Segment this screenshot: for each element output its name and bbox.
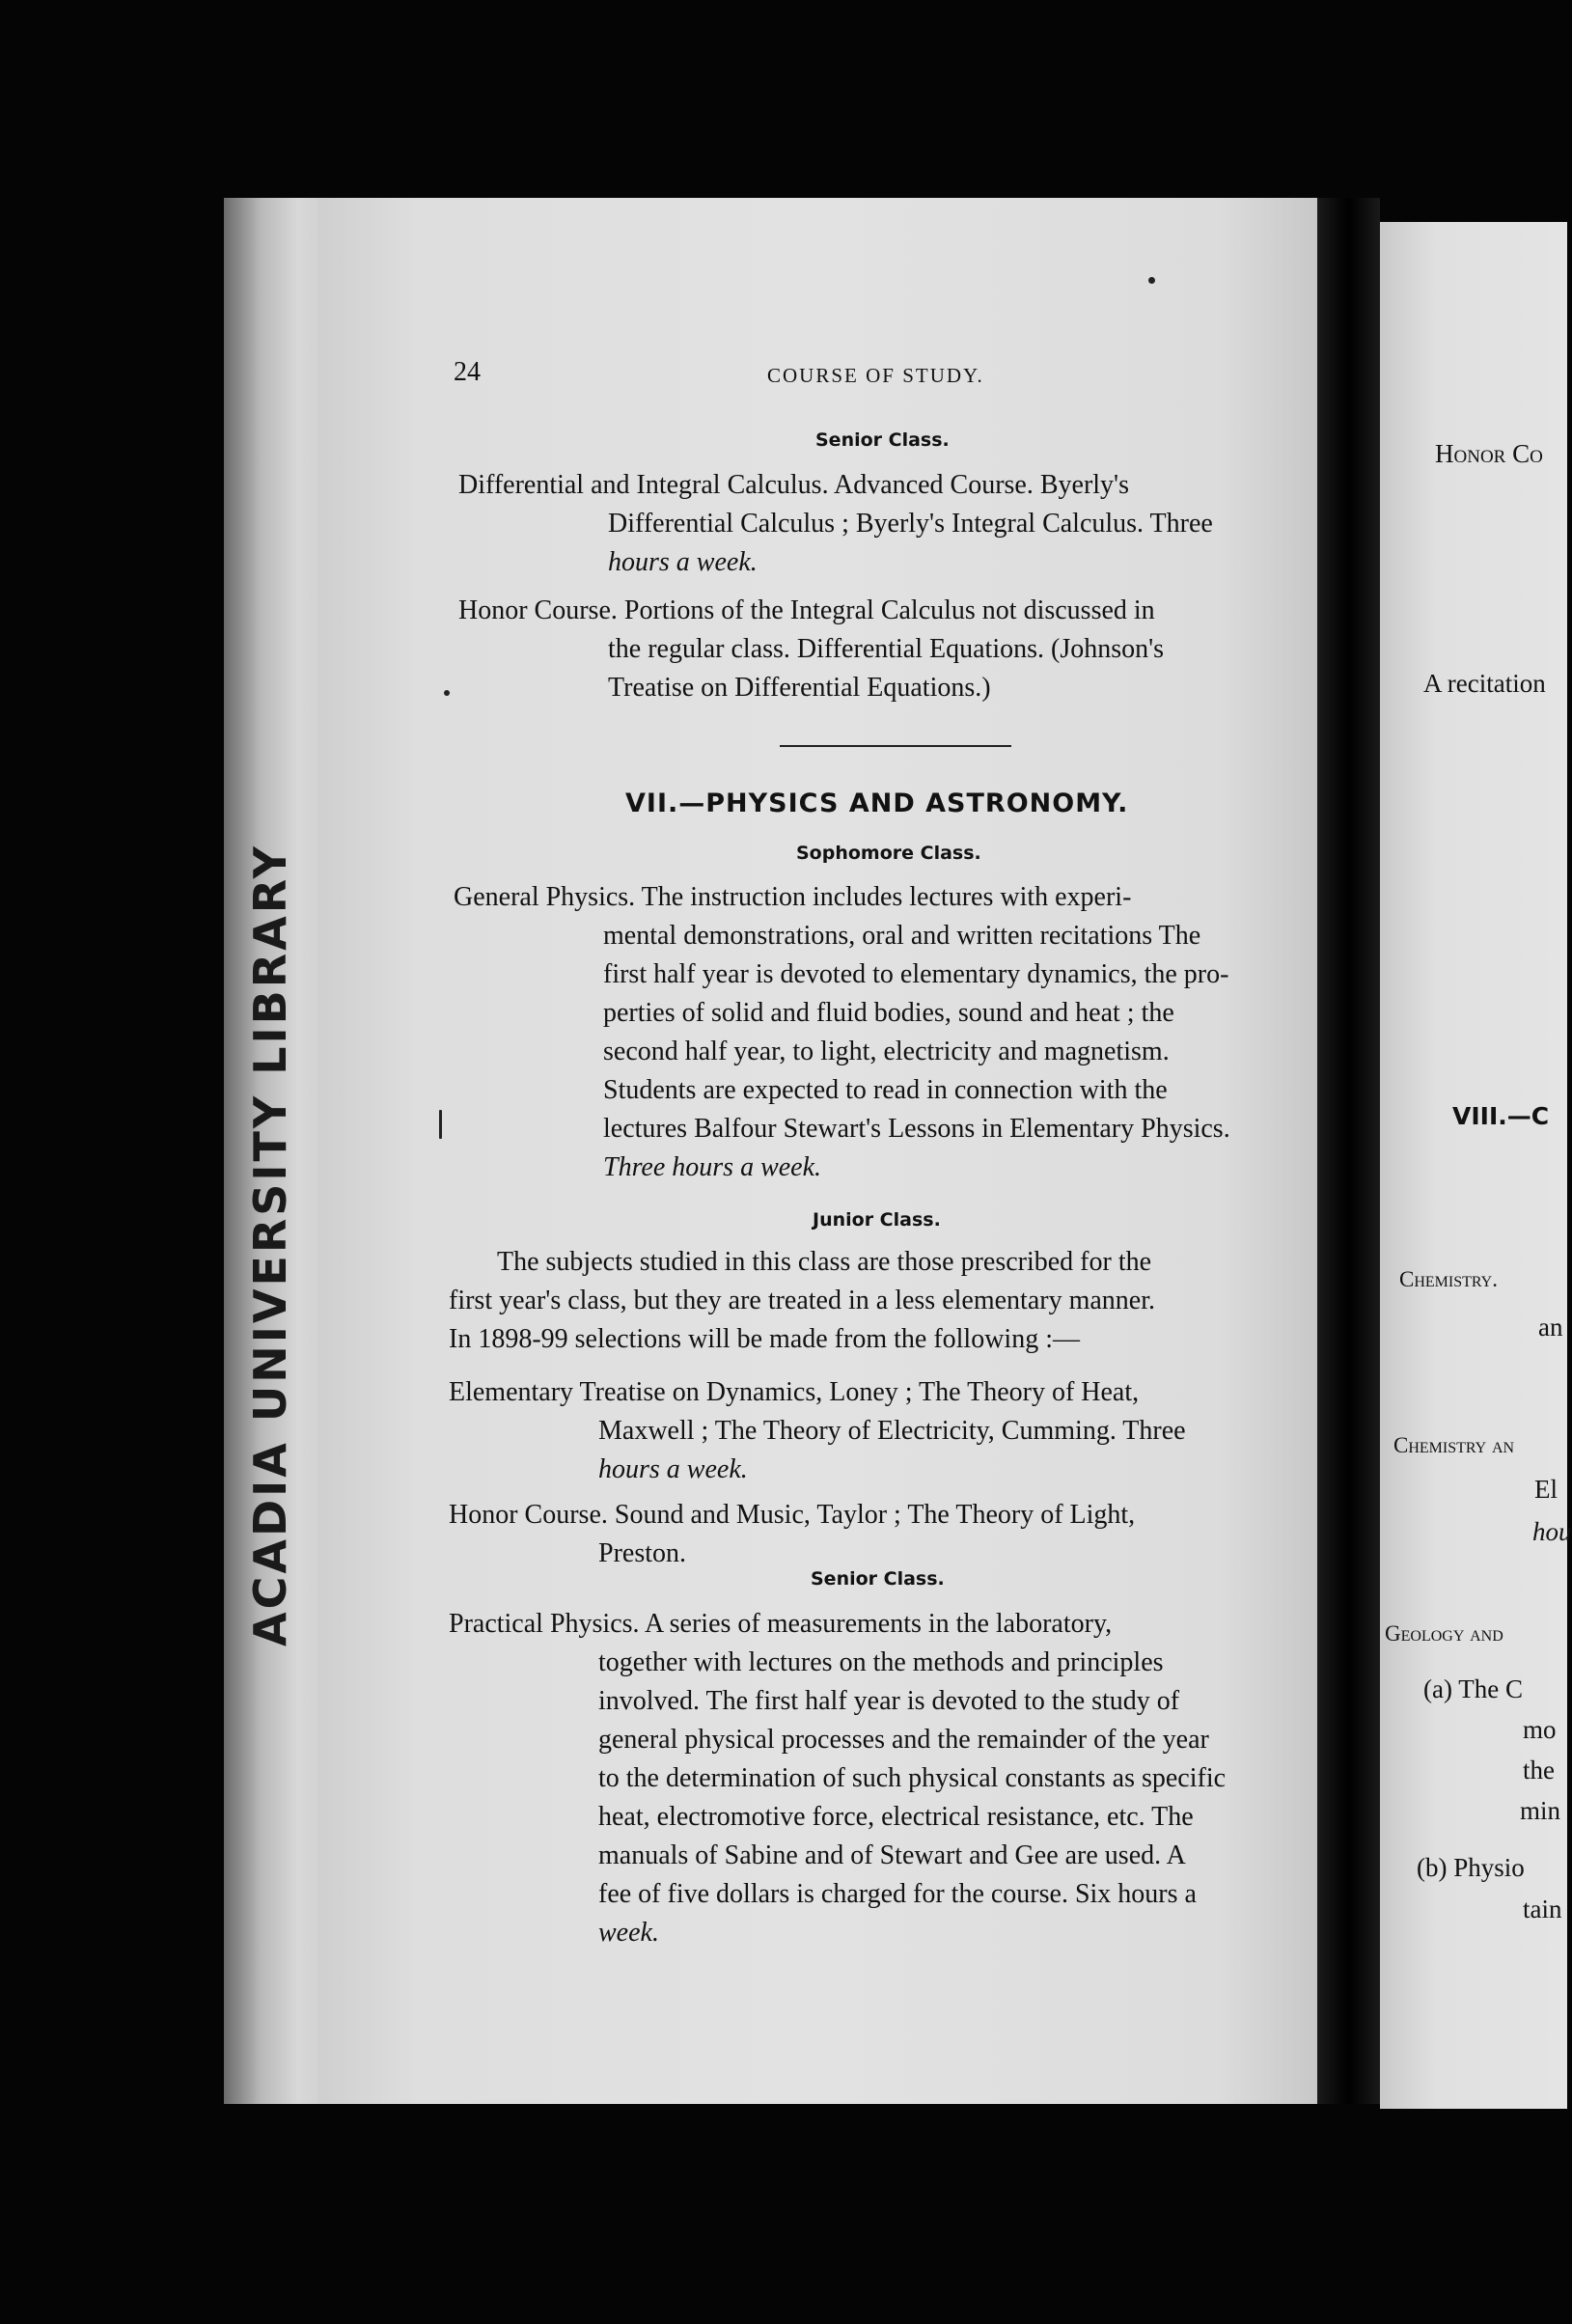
entry-line: Three hours a week. [603, 1152, 822, 1182]
right-line: (a) The C [1423, 1674, 1523, 1703]
left-page [318, 198, 1317, 2104]
right-line: (b) Physio [1417, 1853, 1525, 1882]
right-line: min [1520, 1796, 1561, 1825]
entry-elementary-treatise [449, 1373, 1186, 1489]
entry-line: perties of solid and fluid bodies, sound and heat ; the [603, 998, 1174, 1028]
junior-intro [449, 1243, 1155, 1359]
page-number: 24 [454, 357, 481, 387]
entry-line: Honor Course. Portions of the Integral Calculus not discussed in [458, 595, 1155, 625]
ink-speck [439, 1110, 442, 1139]
right-line: the [1523, 1756, 1555, 1784]
right-line: VIII.—C [1452, 1102, 1550, 1130]
running-head: COURSE OF STUDY. [767, 364, 984, 387]
right-line: tain [1523, 1895, 1562, 1923]
entry-line: involved. The first half year is devoted to the study of [598, 1686, 1180, 1716]
entry-line: general physical processes and the remainder of the year [598, 1725, 1209, 1755]
right-line: mo [1523, 1715, 1557, 1744]
entry-practical-physics [449, 1605, 1226, 1952]
entry-line: hours a week. [608, 547, 758, 577]
ink-speck [1148, 277, 1155, 284]
entry-line: Honor Course. Sound and Music, Taylor ; The Theory of Light, [449, 1500, 1136, 1530]
entry-line: first half year is devoted to elementary dynamics, the pro- [603, 959, 1229, 989]
entry-line: together with lectures on the methods and principles [598, 1647, 1164, 1677]
ink-speck [444, 690, 450, 696]
entry-line: the regular class. Differential Equations. (Johnson's [608, 634, 1165, 664]
library-stamp [241, 844, 299, 1646]
library-stamp-text: ACADIA UNIVERSITY LIBRARY [244, 844, 296, 1646]
right-line: Chemistry an [1393, 1433, 1515, 1457]
entry-line: manuals of Sabine and of Stewart and Gee are used. A [598, 1840, 1186, 1870]
entry-line: first year's class, but they are treated in a less elementary manner. [449, 1286, 1155, 1315]
right-line: El [1534, 1475, 1558, 1504]
entry-line: heat, electromotive force, electrical resistance, etc. The [598, 1802, 1194, 1832]
entry-line: Preston. [598, 1538, 686, 1568]
entry-line: Differential Calculus ; Byerly's Integral Calculus. Three [608, 509, 1213, 539]
entry-line: second half year, to light, electricity and magnetism. [603, 1037, 1170, 1066]
entry-honor-math [458, 592, 1164, 707]
section-title: VII.—PHYSICS AND ASTRONOMY. [625, 788, 1129, 818]
book-gutter [1317, 198, 1380, 2104]
entry-honor-physics [449, 1496, 1135, 1573]
entry-line: General Physics. The instruction includes lectures with experi- [454, 882, 1132, 912]
right-line: hou [1532, 1517, 1572, 1546]
right-line: A recitation [1423, 669, 1546, 698]
entry-line: Practical Physics. A series of measurements in the laboratory, [449, 1609, 1113, 1639]
class-heading-senior-math: Senior Class. [815, 429, 950, 451]
entry-line: In 1898-99 selections will be made from the following :— [449, 1324, 1080, 1354]
entry-line: mental demonstrations, oral and written recitations The [603, 921, 1201, 951]
entry-line: Students are expected to read in connection with the [603, 1075, 1168, 1105]
entry-calculus [458, 466, 1213, 582]
class-heading-sophomore: Sophomore Class. [796, 843, 981, 864]
class-heading-junior: Junior Class. [813, 1209, 941, 1231]
entry-line: Treatise on Differential Equations.) [608, 673, 991, 703]
right-line: Geology and [1385, 1621, 1503, 1646]
entry-general-physics [454, 878, 1230, 1187]
entry-line: fee of five dollars is charged for the course. Six hours a [598, 1879, 1197, 1909]
section-divider [780, 745, 1011, 747]
entry-line: Elementary Treatise on Dynamics, Loney ; The Theory of Heat, [449, 1377, 1140, 1407]
right-line: an [1538, 1313, 1563, 1342]
right-line: Honor Co [1435, 439, 1543, 468]
entry-line: lectures Balfour Stewart's Lessons in Elementary Physics. [603, 1114, 1230, 1144]
right-page-fragment [1380, 222, 1572, 2109]
class-heading-senior-physics: Senior Class. [811, 1568, 945, 1590]
entry-line: The subjects studied in this class are those prescribed for the [497, 1247, 1152, 1277]
entry-line: to the determination of such physical constants as specific [598, 1763, 1227, 1793]
right-line: Chemistry. [1399, 1267, 1498, 1291]
entry-line: hours a week. [598, 1454, 748, 1484]
entry-line: week. [598, 1918, 659, 1948]
entry-line: Maxwell ; The Theory of Electricity, Cumming. Three [598, 1416, 1186, 1446]
entry-line: Differential and Integral Calculus. Advanced Course. Byerly's [458, 470, 1129, 500]
